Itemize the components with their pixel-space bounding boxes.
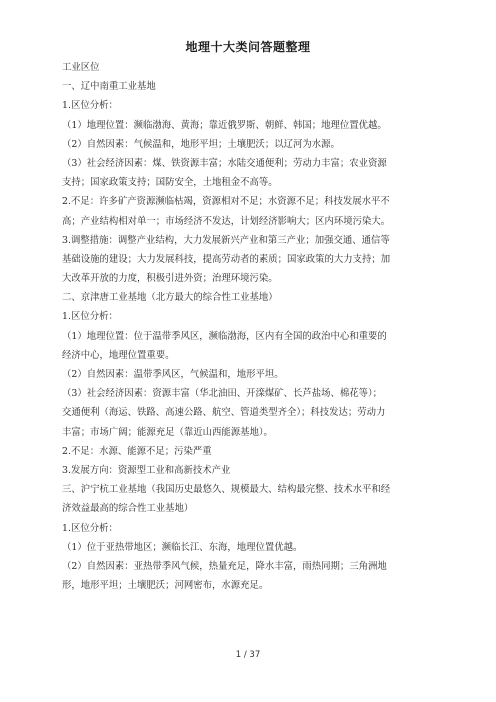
paragraph-line: 基础设施的建设；大力发展科技，提高劳动者的素质；国家政策的大力支持；加 [62, 253, 391, 265]
paragraph-line: 1.区位分析： [62, 311, 118, 323]
paragraph-line: （2）自然因素：亚热带季风气候，热量充足，降水丰富，雨热同期；三角洲地 [62, 560, 387, 572]
paragraph-line: 3.调整措施：调整产业结构，大力发展新兴产业和第三产业；加强交通、通信等 [62, 234, 390, 246]
paragraph-line: 2.不足：许多矿产资源濒临枯竭，资源相对不足；水资源不足；科技发展水平不 [62, 196, 390, 208]
paragraph-line: （3）社会经济因素：煤、铁资源丰富；水陆交通便利；劳动力丰富；农业资源 [62, 157, 387, 169]
subsection-heading: 三、沪宁杭工业基地（我国历史最悠久、规模最大、结构最完整、技术水平和经 [62, 484, 391, 496]
paragraph-line: （1）地理位置：濒临渤海、黄海；靠近俄罗斯、朝鲜、韩国；地理位置优越。 [62, 119, 387, 131]
document-body [62, 58, 436, 595]
document-title: 地理十大类问答题整理 [185, 40, 311, 54]
paragraph-line: （2）自然因素：温带季风区，气候温和，地形平坦。 [62, 369, 284, 380]
paragraph-line: 经济中心，地理位置重要。 [62, 349, 175, 361]
paragraph-line: 支持；国家政策支持；国防安全，土地租金不高等。 [62, 177, 278, 189]
paragraph-line: （1）地理位置：位于温带季风区，濒临渤海，区内有全国的政治中心和重要的 [62, 330, 387, 342]
paragraph-line: 1.区位分析： [62, 522, 118, 534]
page-number: 1 / 37 [235, 650, 261, 660]
paragraph-line: 高；产业结构相对单一；市场经济不发达，计划经济影响大；区内环境污染大。 [62, 215, 391, 227]
subsection-heading: 一、辽中南重工业基地 [62, 81, 156, 93]
section-heading: 工业区位 [62, 62, 100, 73]
subsection-heading: 二、京津唐工业基地（北方最大的综合性工业基地） [62, 292, 278, 304]
paragraph-line: 1.区位分析： [62, 100, 118, 112]
paragraph-line: 丰富；市场广阔；能源充足（靠近山西能源基地）。 [62, 426, 273, 438]
paragraph-line: 2.不足：水源、能源不足；污染严重 [62, 445, 212, 457]
paragraph-line: 交通便利（海运、铁路、高速公路、航空、管道类型齐全）；科技发达；劳动力 [62, 407, 386, 419]
paragraph-line: （1）位于亚热带地区；濒临长江、东海，地理位置优越。 [62, 541, 303, 553]
paragraph-line: （3）社会经济因素：资源丰富（华北油田、开滦煤矿、长芦盐场、棉花等）； [62, 388, 383, 400]
paragraph-line: （2）自然因素：气候温和，地形平坦；土壤肥沃；以辽河为水源。 [62, 138, 340, 150]
paragraph-line: 大改革开放的力度，积极引进外资；治理环境污染。 [62, 273, 278, 285]
paragraph-line: 形，地形平坦；土壤肥沃；河网密布，水源充足。 [62, 580, 269, 592]
paragraph-line: 3.发展方向：资源型工业和高新技术产业 [62, 464, 231, 476]
paragraph-line: 济效益最高的综合性工业基地） [62, 503, 194, 515]
